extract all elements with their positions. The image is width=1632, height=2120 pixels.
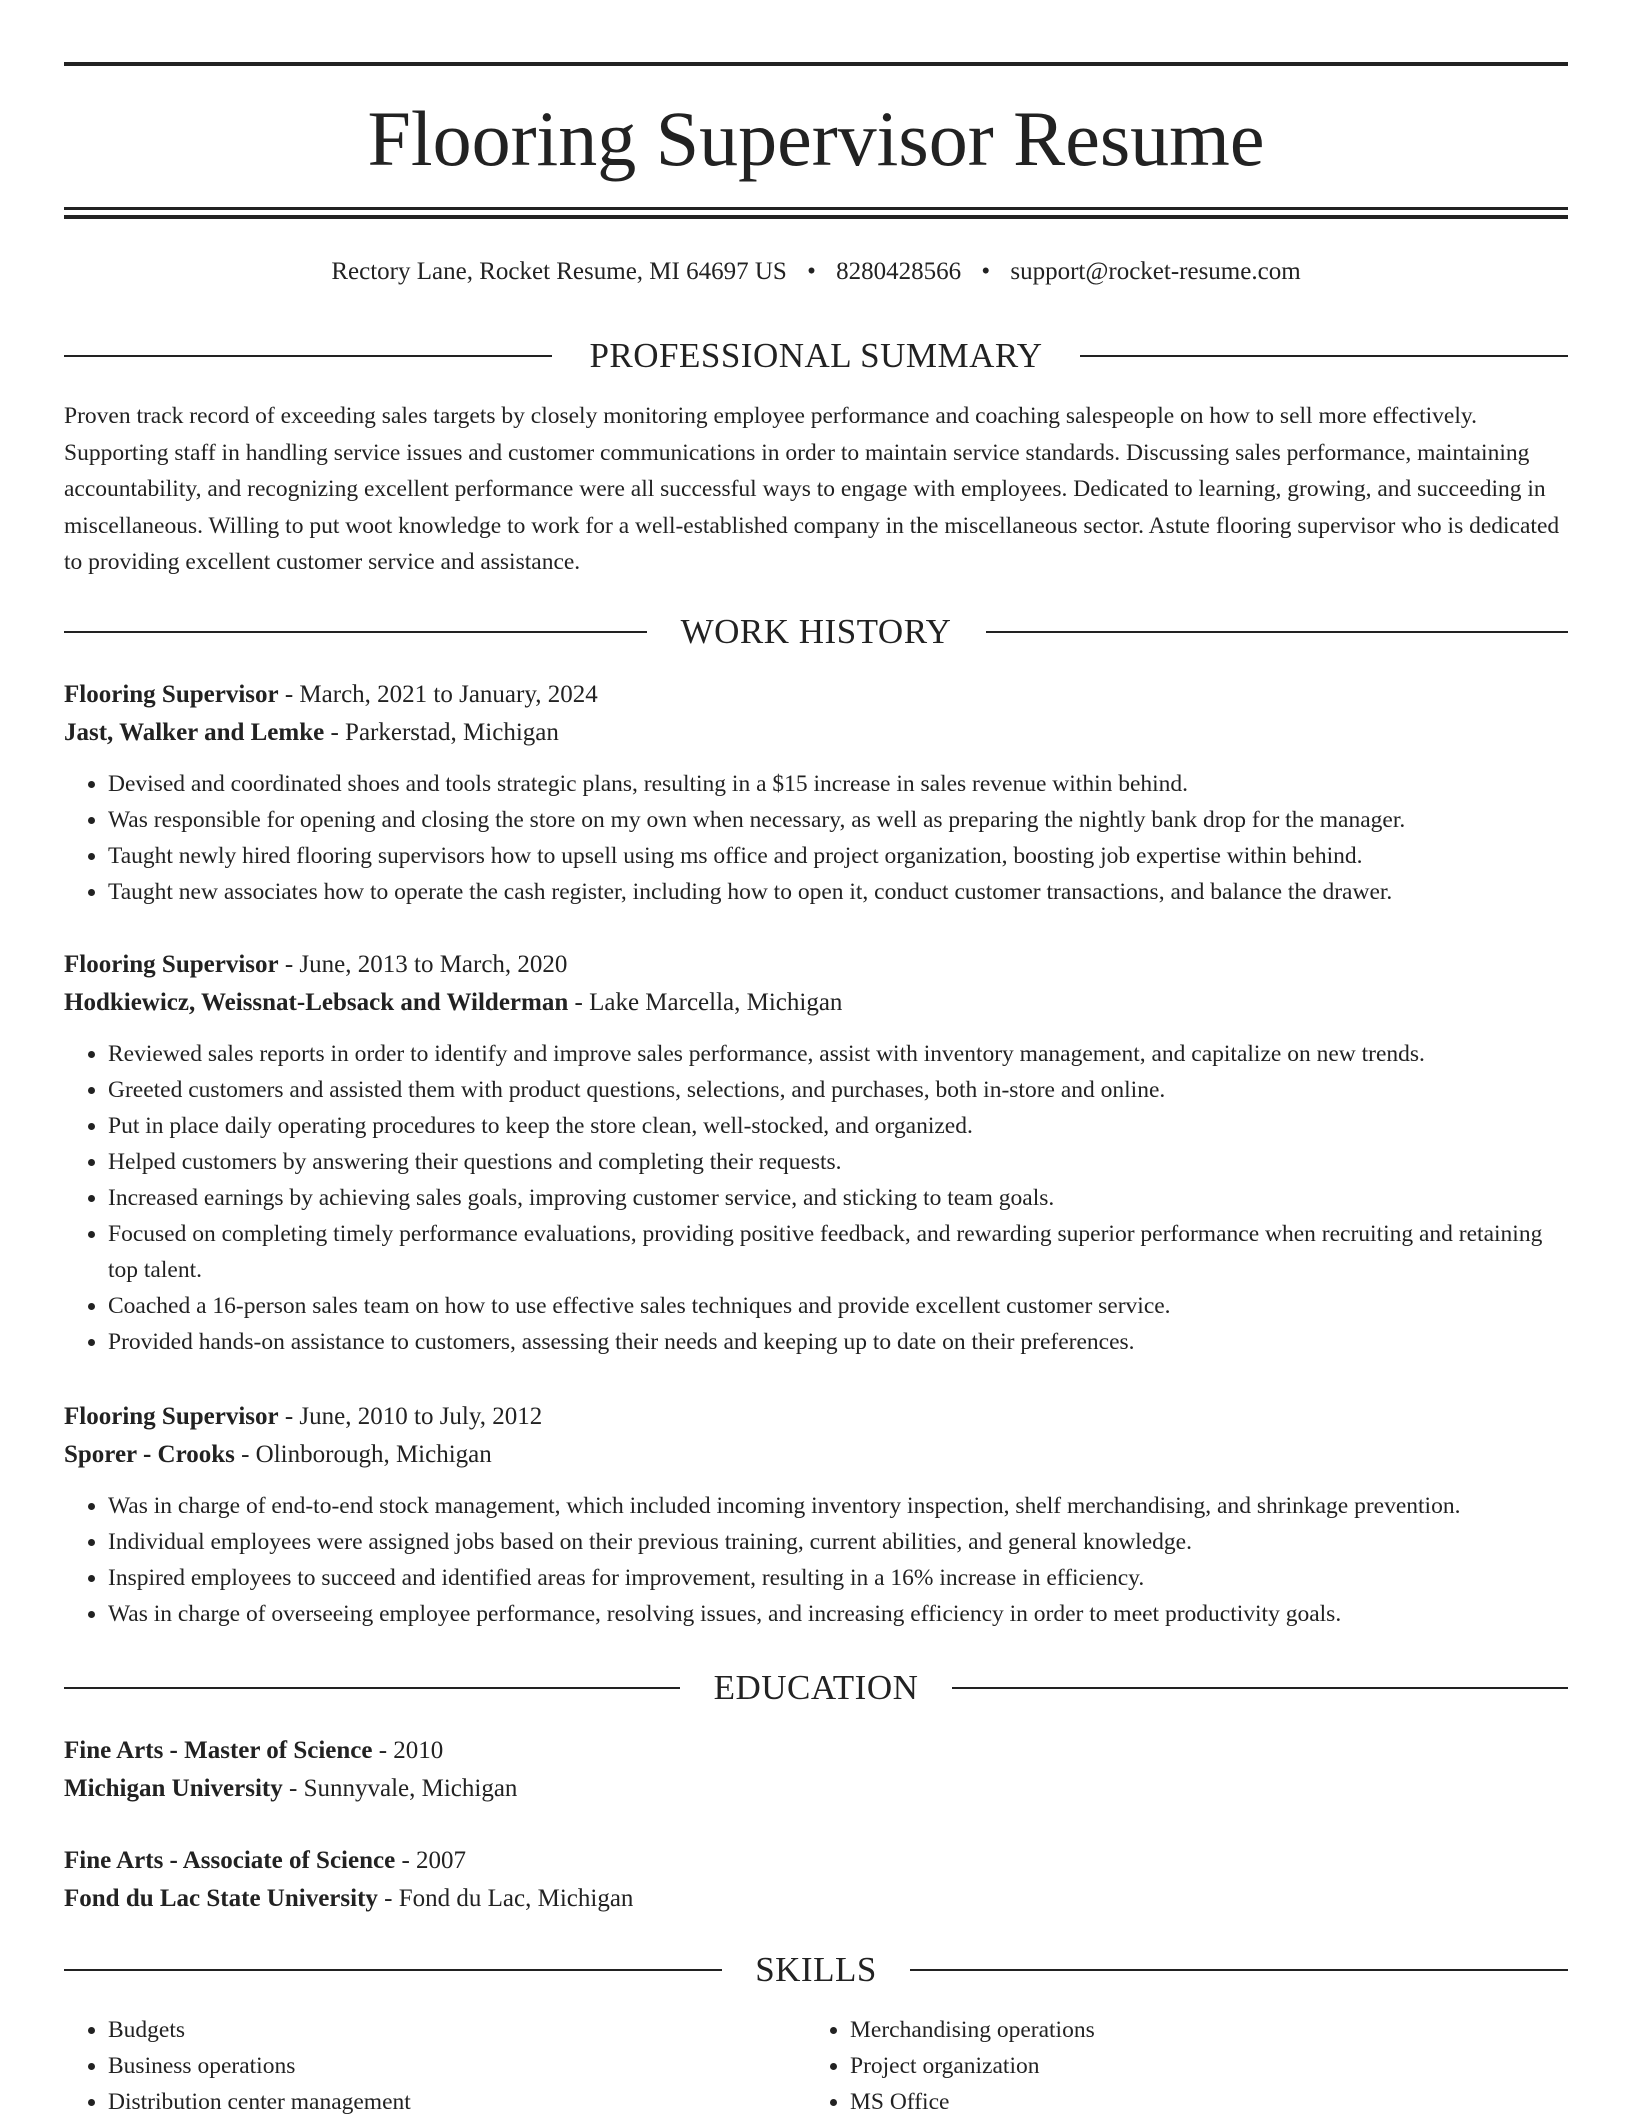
list-item: • Provided hands-on assistance to customers, assessing their needs and keeping up to date on their preferences. — [108, 1324, 1568, 1360]
contact-phone: 8280428566 — [836, 258, 962, 285]
job-bullets — [64, 1036, 1568, 1360]
resume-title: Flooring Supervisor Resume — [367, 95, 1265, 182]
contact-email: support@rocket-resume.com — [1010, 258, 1301, 285]
list-item: • Taught new associates how to operate the cash register, including how to open it, conduct customer transactions, and balance the drawer. — [108, 874, 1568, 910]
education-entry — [64, 1732, 1568, 1808]
job-dates: - June, 2010 to July, 2012 — [278, 1403, 543, 1430]
skills-column-left — [64, 2012, 808, 2120]
section-heading-education — [64, 1666, 1568, 1710]
section-heading-work — [64, 610, 1568, 654]
education-degree: Fine Arts - Associate of Science — [64, 1847, 396, 1874]
list-item: • Individual employees were assigned jobs based on their previous training, current abilities, and general knowledge. — [108, 1524, 1568, 1560]
education-year: - 2007 — [395, 1847, 467, 1874]
job-title: Flooring Supervisor — [64, 681, 279, 708]
job-title: Flooring Supervisor — [64, 951, 279, 978]
list-item: • Was responsible for opening and closing the store on my own when necessary, as well as preparing the nightly bank drop for the manager. — [108, 802, 1568, 838]
list-item: • Reviewed sales reports in order to identify and improve sales performance, assist with inventory management, and capitalize on new trends. — [108, 1036, 1568, 1072]
section-heading-summary — [64, 334, 1568, 378]
contact-address: Rectory Lane, Rocket Resume, MI 64697 US — [331, 258, 787, 285]
job-location: - Parkerstad, Michigan — [324, 719, 559, 746]
education-degree: Fine Arts - Master of Science — [64, 1737, 373, 1764]
job-entry — [64, 676, 1568, 910]
list-item: • Greeted customers and assisted them with product questions, selections, and purchases, both in-store and online. — [108, 1072, 1568, 1108]
summary-text: Proven track record of exceeding sales targets by closely monitoring employee performance and coaching salespeople on how to sell more effectively. Supporting staff in handling service issues and customer communications in order to maintain service standards. Discussing sales performance, maintaining accountability, and recognizing excellent performance were all successful ways to engage with employees. Dedicated to learning, growing, and succeeding in miscellaneous. Willing to put woot knowledge to work for a well-established company in the miscellaneous sector. Astute flooring supervisor who is dedicated to providing excellent customer service and assistance. — [64, 403, 1560, 575]
skills-column-right — [806, 2012, 1550, 2120]
section-title: PROFESSIONAL SUMMARY — [557, 336, 1074, 375]
list-item: • Was in charge of overseeing employee performance, resolving issues, and increasing efficiency in order to meet productivity goals. — [108, 1596, 1568, 1632]
list-item: • Was in charge of end-to-end stock management, which included incoming inventory inspection, shelf merchandising, and shrinkage prevention. — [108, 1488, 1568, 1524]
list-item: • Distribution center management — [108, 2084, 808, 2120]
education-location: - Sunnyvale, Michigan — [282, 1775, 518, 1802]
job-bullets — [64, 1488, 1568, 1632]
contact-line — [64, 254, 1568, 290]
job-title: Flooring Supervisor — [64, 1403, 279, 1430]
top-rule — [64, 62, 1568, 66]
job-company: Sporer - Crooks — [64, 1441, 235, 1468]
title-rule-upper — [64, 207, 1568, 210]
education-year: - 2010 — [372, 1737, 444, 1764]
list-item: • Merchandising operations — [850, 2012, 1550, 2048]
list-item: • Focused on completing timely performance evaluations, providing positive feedback, and rewarding superior performance when recruiting and retaining top talent. — [108, 1216, 1568, 1288]
section-title: SKILLS — [723, 1950, 909, 1989]
title-rule-lower — [64, 215, 1568, 219]
job-company: Hodkiewicz, Weissnat-Lebsack and Wilderman — [64, 989, 569, 1016]
job-location: - Lake Marcella, Michigan — [568, 989, 843, 1016]
job-company: Jast, Walker and Lemke — [64, 719, 325, 746]
list-item: • Put in place daily operating procedures to keep the store clean, well-stocked, and organized. — [108, 1108, 1568, 1144]
job-location: - Olinborough, Michigan — [234, 1441, 492, 1468]
job-entry — [64, 946, 1568, 1360]
education-school: Fond du Lac State University — [64, 1885, 378, 1912]
list-item: • Budgets — [108, 2012, 808, 2048]
list-item: • Increased earnings by achieving sales goals, improving customer service, and sticking to team goals. — [108, 1180, 1568, 1216]
list-item: • Business operations — [108, 2048, 808, 2084]
contact-separator: • — [807, 258, 816, 285]
list-item: • Devised and coordinated shoes and tools strategic plans, resulting in a $15 increase in sales revenue within behind. — [108, 766, 1568, 802]
job-entry — [64, 1398, 1568, 1632]
job-dates: - June, 2013 to March, 2020 — [278, 951, 568, 978]
list-item: • Helped customers by answering their questions and completing their requests. — [108, 1144, 1568, 1180]
list-item: • Taught newly hired flooring supervisors how to upsell using ms office and project organization, boosting job expertise within behind. — [108, 838, 1568, 874]
education-location: - Fond du Lac, Michigan — [377, 1885, 634, 1912]
job-dates: - March, 2021 to January, 2024 — [278, 681, 598, 708]
education-entry — [64, 1842, 1568, 1918]
section-title: WORK HISTORY — [649, 612, 984, 651]
list-item: • Coached a 16-person sales team on how to use effective sales techniques and provide excellent customer service. — [108, 1288, 1568, 1324]
education-school: Michigan University — [64, 1775, 283, 1802]
list-item: • Inspired employees to succeed and identified areas for improvement, resulting in a 16% increase in efficiency. — [108, 1560, 1568, 1596]
contact-separator: • — [981, 258, 991, 285]
section-heading-skills — [64, 1948, 1568, 1992]
section-title: EDUCATION — [682, 1668, 951, 1707]
job-bullets — [64, 766, 1568, 910]
list-item: • Project organization — [850, 2048, 1550, 2084]
list-item: • MS Office — [850, 2084, 1550, 2120]
